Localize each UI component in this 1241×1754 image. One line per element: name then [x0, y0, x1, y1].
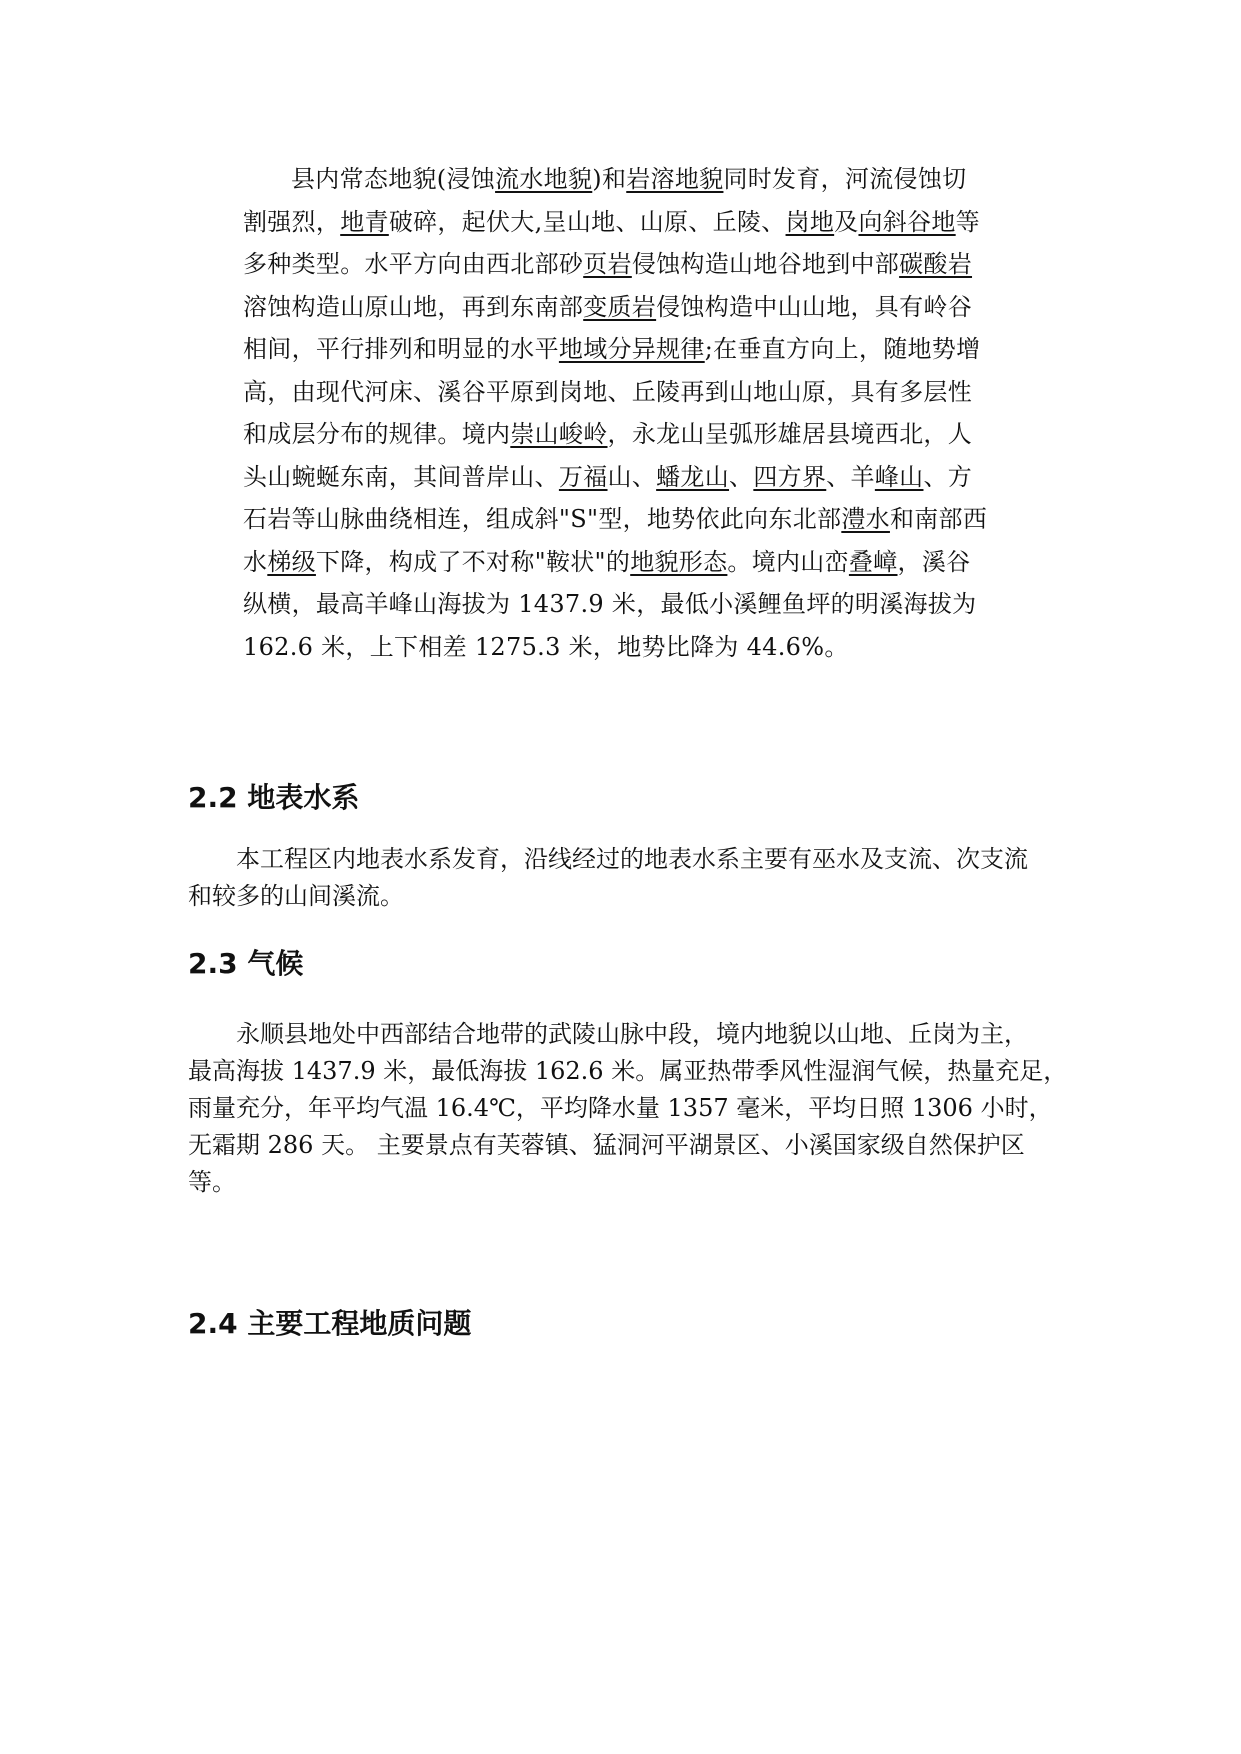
text-line: 永顺县地处中西部结合地带的武陵山脉中段，境内地貌以山地、丘岗为主，	[236, 1020, 1028, 1048]
underlined-term: 向斜谷地	[858, 207, 956, 236]
text-line	[243, 371, 1003, 414]
text-segment: 水	[243, 547, 268, 576]
text-segment: 头山蜿蜒东南，其间普岸山、	[243, 462, 559, 491]
text-segment: 下降，构成了不对称"鞍状"的	[315, 547, 631, 576]
underlined-term: 碳酸岩	[899, 250, 973, 278]
text-segment: ，溪谷	[897, 547, 971, 576]
underlined-term: 澧水	[841, 505, 890, 533]
underlined-term: 岗地	[785, 207, 835, 236]
section-heading-2-4: 2.4 主要工程地质问题	[188, 1307, 472, 1340]
text-segment: 等	[955, 207, 980, 236]
section-heading-2-2: 2.2 地表水系	[188, 781, 360, 814]
landform-paragraph	[243, 158, 1003, 668]
text-line	[243, 286, 1003, 329]
text-segment: 同时发育，河流侵蚀切	[723, 165, 967, 193]
text-segment: 石岩等山脉曲绕相连，组成斜"S"型，地势依此向东北部	[243, 505, 842, 533]
surface-water-paragraph	[188, 841, 1068, 915]
text-line	[243, 626, 1003, 669]
text-segment: 高，由现代河床、溪谷平原到岗地、丘陵再到山地山原，具有多层性	[243, 377, 972, 406]
text-segment: 、	[729, 462, 754, 491]
text-line: 本工程区内地表水系发育，沿线经过的地表水系主要有巫水及支流、次支流	[236, 845, 1028, 873]
text-line	[243, 201, 1003, 244]
text-segment: 破碎，起伏大,呈山地、山原、丘陵、	[388, 207, 786, 236]
text-segment: 及	[834, 207, 859, 236]
text-line: 和较多的山间溪流。	[188, 882, 404, 910]
text-line	[243, 158, 1003, 201]
text-segment: 。境内山峦	[727, 547, 849, 576]
underlined-term: 崇山峻岭	[510, 420, 608, 448]
text-segment: ;在垂直方向上，随地势增	[704, 335, 981, 363]
text-line	[243, 413, 1003, 456]
section-heading-2-3: 2.3 气候	[188, 947, 304, 980]
climate-paragraph	[188, 1016, 1068, 1201]
text-segment: 和南部西	[889, 505, 988, 533]
text-line: 无霜期 286 天。 主要景点有芙蓉镇、猛洞河平湖景区、小溪国家级自然保护区	[188, 1131, 1025, 1159]
underlined-term: 地域分异规律	[558, 335, 705, 363]
underlined-term: 蟠龙山	[656, 462, 730, 491]
underlined-term: 页岩	[583, 250, 632, 278]
text-segment: ，永龙山呈弧形雄居县境西北，人	[607, 420, 973, 448]
underlined-term: 四方界	[753, 462, 827, 491]
underlined-term: 地青	[340, 207, 389, 236]
text-segment: 侵蚀构造山地谷地到中部	[631, 250, 900, 278]
text-segment: 纵横，最高羊峰山海拔为 1437.9 米，最低小溪鲤鱼坪的明溪海拔为	[243, 590, 977, 618]
text-segment: 多种类型。水平方向由西北部砂	[243, 250, 584, 278]
underlined-term: 流水地貌	[495, 165, 593, 193]
underlined-term: 梯级	[267, 547, 316, 576]
underlined-term: 岩溶地貌	[626, 165, 724, 193]
text-segment: 相间，平行排列和明显的水平	[243, 335, 559, 363]
text-segment: 割强烈，	[243, 207, 341, 236]
underlined-term: 变质岩	[583, 292, 657, 321]
text-line: 雨量充分，年平均气温 16.4℃，平均降水量 1357 毫米，平均日照 1306 小时，	[188, 1094, 1053, 1122]
text-line	[243, 456, 1003, 499]
text-segment: 溶蚀构造山原山地，再到东南部	[243, 292, 584, 321]
underlined-term: 万福	[558, 462, 608, 491]
text-segment: )和	[592, 165, 627, 193]
text-segment: 侵蚀构造中山山地，具有岭谷	[656, 292, 973, 321]
text-segment: 山、	[607, 462, 657, 491]
text-segment: 、方	[923, 462, 973, 491]
text-segment: 、羊	[826, 462, 875, 491]
text-line: 等。	[188, 1168, 236, 1196]
text-line: 最高海拔 1437.9 米，最低海拔 162.6 米。属亚热带季风性湿润气候，热量充足，	[188, 1057, 1068, 1085]
text-segment: 162.6 米，上下相差 1275.3 米，地势比降为 44.6%。	[243, 632, 849, 661]
text-segment: 县内常态地貌(浸蚀	[291, 165, 496, 193]
text-line	[243, 498, 1003, 541]
underlined-term: 叠嶂	[848, 547, 898, 576]
text-line	[243, 583, 1003, 626]
text-line	[243, 243, 1003, 286]
text-line	[243, 328, 1003, 371]
underlined-term: 地貌形态	[630, 547, 728, 576]
text-line	[243, 541, 1003, 584]
underlined-term: 峰山	[874, 462, 924, 491]
text-segment: 和成层分布的规律。境内	[243, 420, 511, 448]
